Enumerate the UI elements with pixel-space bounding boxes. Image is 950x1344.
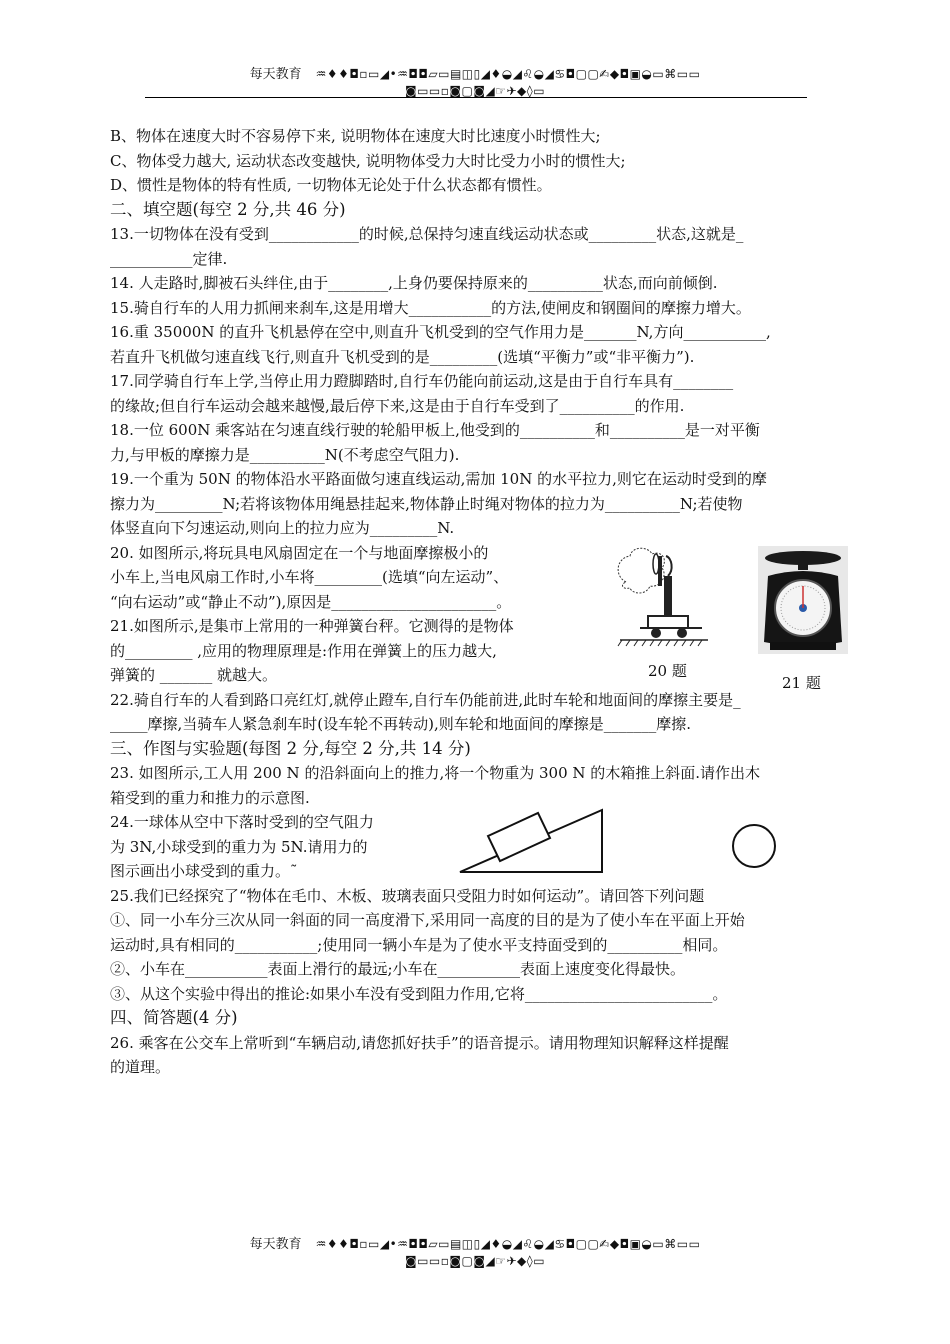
footer-garbled-text: ♒♦♦◘▫▭◢•♒◘◘▱▭▤◫▯◢♦◒◢♌◒◢♋◘▢▢✍◆◘▣◒▭⌘▭▭ (315, 1237, 701, 1251)
figure-21-caption: 21 题 (782, 674, 821, 692)
question-26-line-1: 26. 乘客在公交车上常听到“车辆启动,请您抓好扶手”的语音提示。请用物理知识解释这样提醒 (110, 1033, 729, 1052)
option-d: D、惯性是物体的特有性质, 一切物体无论处于什么状态都有惯性。 (110, 176, 552, 194)
question-13-line-1: 13.一切物体在没有受到____________的时候,总保持匀速直线运动状态或_________状态,这就是_ (110, 225, 744, 243)
question-25-part-1-line-2: 运动时,具有相同的___________;使用同一辆小车是为了使水平支持面受到的__________相同。 (110, 935, 728, 954)
question-17-line-1: 17.同学骑自行车上学,当停止用力蹬脚踏时,自行车仍能向前运动,这是由于自行车具有________ (110, 372, 734, 390)
header-rule (145, 97, 807, 98)
section-drawing-title: 三、作图与实验题(每图 2 分,每空 2 分,共 14 分) (110, 738, 471, 758)
question-25-part-1-line-1: ①、同一小车分三次从同一斜面的同一高度滑下,采用同一高度的目的是为了使小车在平面上开始 (110, 911, 745, 929)
question-13-line-2: ___________定律. (110, 249, 228, 268)
question-18-line-1: 18.一位 600N 乘客站在匀速直线行驶的轮船甲板上,他受到的__________和__________是一对平衡 (110, 421, 760, 439)
question-19-line-1: 19.一个重为 50N 的物体沿水平路面做匀速直线运动,需加 10N 的水平拉力,则它在运动时受到的摩 (110, 470, 767, 488)
question-26-line-2: 的道理。 (110, 1058, 171, 1076)
footer-brand: 每天教育 (249, 1237, 302, 1252)
question-20-line-3: “向右运动”或“静止不动”),原因是______________________。 (110, 592, 512, 611)
figure-20-caption: 20 题 (648, 662, 687, 680)
incline-box-figure (458, 808, 604, 874)
question-21-line-3: 弹簧的 _______ 就越大。 (110, 666, 278, 684)
question-22-line-1: 22.骑自行车的人看到路口亮红灯,就停止蹬车,自行车仍能前进,此时车轮和地面间的摩擦主要是_ (110, 690, 741, 709)
question-22-line-2: _____摩擦,当骑车人紧急刹车时(设车轮不再转动),则车轮和地面间的摩擦是_______摩擦. (110, 715, 692, 733)
question-25-part-3: ③、从这个实验中得出的推论:如果小车没有受到阻力作用,它将_________________________。 (110, 984, 728, 1003)
question-24-line-2: 为 3N,小球受到的重力为 5N.请用力的 (110, 837, 368, 856)
question-16-line-2: 若直升飞机做匀速直线飞行,则直升飞机受到的是_________(选填“平衡力”或“非平衡力”). (110, 347, 695, 366)
question-23-line-1: 23. 如图所示,工人用 200 N 的沿斜面向上的推力,将一个物重为 300 N 的木箱推上斜面.请作出木 (110, 764, 761, 782)
question-20-line-2: 小车上,当电风扇工作时,小车将_________(选填“向左运动”、 (110, 568, 509, 586)
footer-garbled-text-2: ◙▭▭▫◙▢◙◢☞✈◆◊▭ (404, 1254, 546, 1268)
question-19-line-3: 体竖直向下匀速运动,则向上的拉力应为_________N. (110, 519, 455, 537)
spring-scale-figure (758, 546, 848, 654)
header-garbled-text-2: ◙▭▭▫◙▢◙◢☞✈◆◊▭ (404, 84, 546, 98)
exam-content (110, 124, 832, 1080)
question-24-line-1: 24.一球体从空中下落时受到的空气阻力 (110, 813, 374, 831)
header-garbled-text: ♒♦♦◘▫▭◢•♒◘◘▱▭▤◫▯◢♦◒◢♌◒◢♋◘▢▢✍◆◘▣◒▭⌘▭▭ (315, 67, 701, 81)
option-b: B、物体在速度大时不容易停下来, 说明物体在速度大时比速度小时惯性大; (110, 127, 601, 145)
page-footer (140, 1236, 810, 1269)
question-18-line-2: 力,与甲板的摩擦力是__________N(不考虑空气阻力). (110, 445, 460, 464)
section-short-answer-title: 四、简答题(4 分) (110, 1008, 238, 1027)
question-25-part-2: ②、小车在___________表面上滑行的最远;小车在___________表面上速度变化得最快。 (110, 960, 686, 978)
question-17-line-2: 的缘故;但自行车运动会越来越慢,最后停下来,这是由于自行车受到了__________的作用. (110, 396, 685, 415)
question-14: 14. 人走路时,脚被石头绊住,由于________,上身仍要保持原来的__________状态,而向前倾倒. (110, 274, 718, 292)
section-fill-in-title: 二、填空题(每空 2 分,共 46 分) (110, 199, 346, 219)
question-21-line-2: 的_________ ,应用的物理原理是:作用在弹簧上的压力越大, (110, 641, 497, 660)
ball-figure (730, 822, 778, 870)
question-24-line-3: 图示画出小球受到的重力。˜ (110, 862, 298, 880)
question-23-line-2: 箱受到的重力和推力的示意图. (110, 788, 310, 807)
option-c: C、物体受力越大, 运动状态改变越快, 说明物体受力大时比受力小时的惯性大; (110, 151, 626, 170)
question-19-line-2: 擦力为_________N;若将该物体用绳悬挂起来,物体静止时绳对物体的拉力为__________N;若使物 (110, 494, 743, 513)
fan-cart-figure (612, 542, 712, 652)
question-20-line-1: 20. 如图所示,将玩具电风扇固定在一个与地面摩擦极小的 (110, 543, 489, 562)
question-15: 15.骑自行车的人用力抓闸来刹车,这是用增大___________的方法,使闸皮和钢圈间的摩擦力增大。 (110, 298, 751, 317)
page-header (140, 66, 810, 99)
question-25: 25.我们已经探究了“物体在毛巾、木板、玻璃表面只受阻力时如何运动”。请回答下列问题 (110, 886, 705, 905)
header-brand: 每天教育 (249, 67, 302, 82)
question-21-line-1: 21.如图所示,是集市上常用的一种弹簧台秤。它测得的是物体 (110, 617, 514, 635)
question-16-line-1: 16.重 35000N 的直升飞机悬停在空中,则直升飞机受到的空气作用力是_______N,方向___________, (110, 323, 771, 341)
